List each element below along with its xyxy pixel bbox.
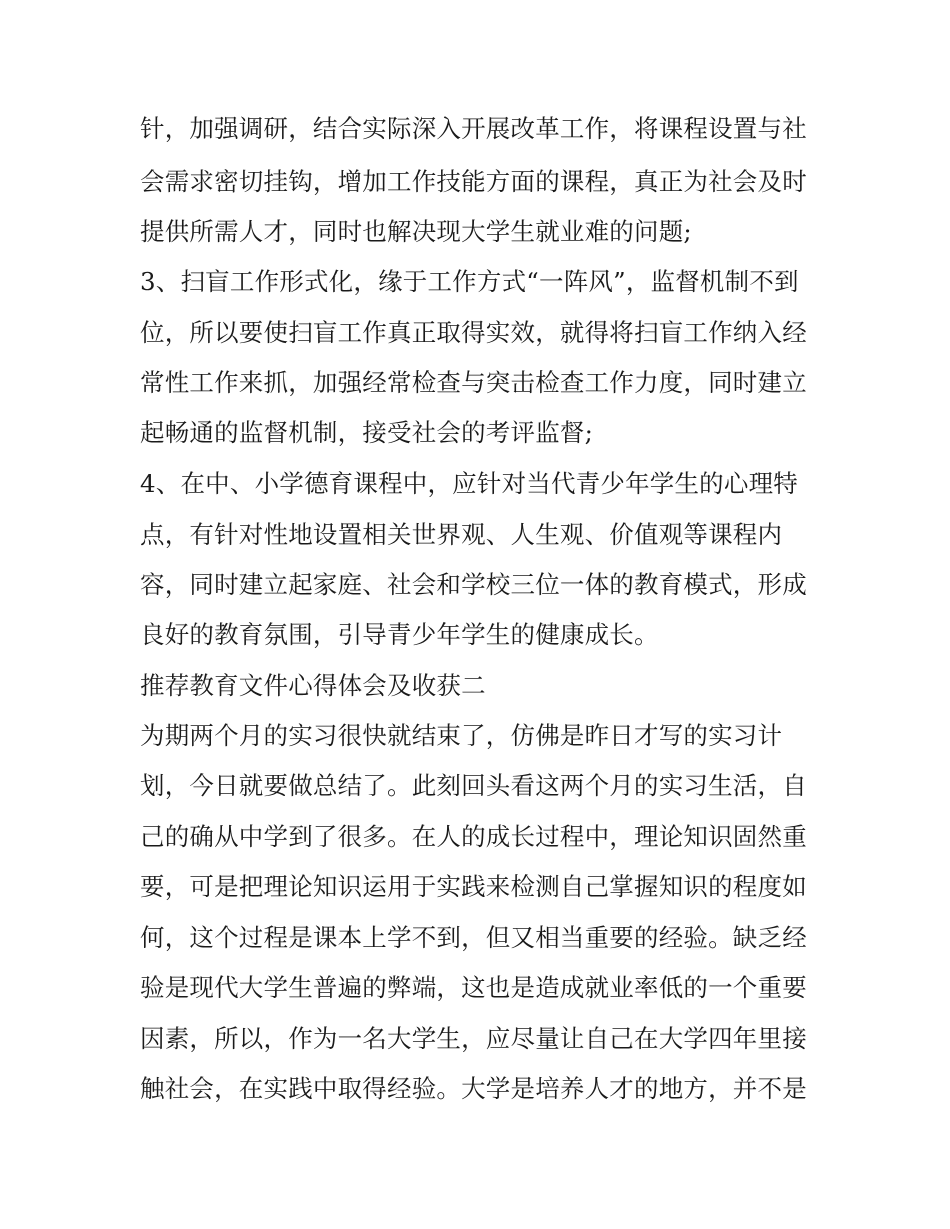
text-line: 提供所需人才，同时也解决现大学生就业难的问题; — [140, 217, 692, 246]
text-line: 3、扫盲工作形式化，缘于工作方式“一阵风”，监督机制不到 — [140, 267, 799, 296]
text-line: 点，有针对性地设置相关世界观、人生观、价值观等课程内 — [140, 520, 783, 549]
section-heading: 推荐教育文件心得体会及收获二 — [140, 671, 486, 700]
text-line: 4、在中、小学德育课程中，应针对当代青少年学生的心理特 — [140, 469, 798, 498]
text-line: 为期两个月的实习很快就结束了，仿佛是昨日才写的实习计 — [140, 721, 783, 750]
text-line: 划，今日就要做总结了。此刻回头看这两个月的实习生活，自 — [140, 771, 807, 800]
text-line: 己的确从中学到了很多。在人的成长过程中，理论知识固然重 — [140, 822, 807, 851]
text-line: 针，加强调研，结合实际深入开展改革工作，将课程设置与社 — [140, 114, 807, 143]
text-line: 验是现代大学生普遍的弊端，这也是造成就业率低的一个重要 — [140, 973, 807, 1002]
text-line: 会需求密切挂钩，增加工作技能方面的课程，真正为社会及时 — [140, 167, 807, 196]
text-line: 位，所以要使扫盲工作真正取得实效，就得将扫盲工作纳入经 — [140, 318, 807, 347]
text-line: 容，同时建立起家庭、社会和学校三位一体的教育模式，形成 — [140, 570, 807, 599]
text-line: 常性工作来抓，加强经常检查与突击检查工作力度，同时建立 — [140, 368, 807, 397]
text-line: 要，可是把理论知识运用于实践来检测自己掌握知识的程度如 — [140, 872, 807, 901]
text-line: 何，这个过程是课本上学不到，但又相当重要的经验。缺乏经 — [140, 923, 807, 952]
text-line: 良好的教育氛围，引导青少年学生的健康成长。 — [140, 620, 659, 649]
text-line: 因素，所以，作为一名大学生，应尽量让自己在大学四年里接 — [140, 1024, 807, 1053]
text-line: 触社会，在实践中取得经验。大学是培养人才的地方，并不是 — [140, 1074, 807, 1103]
text-line: 起畅通的监督机制，接受社会的考评监督; — [140, 418, 594, 447]
